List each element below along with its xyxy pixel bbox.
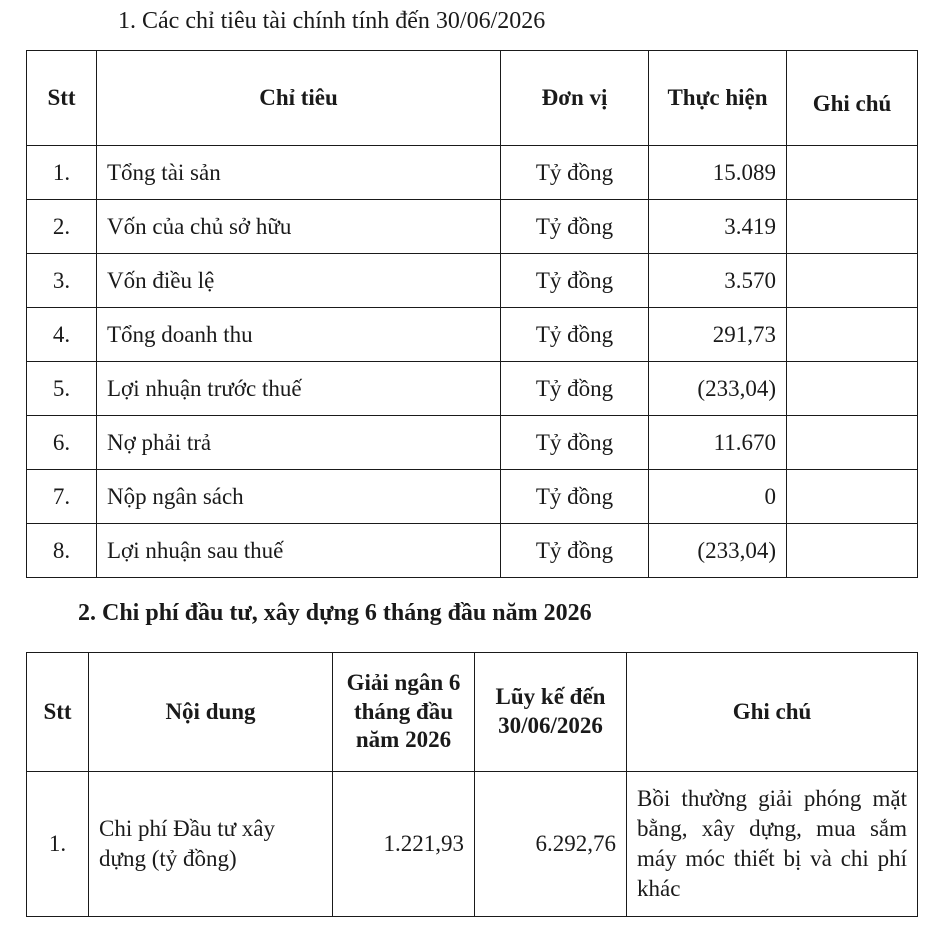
table-row [27,308,918,362]
financial-indicators-table [26,50,918,578]
cell-ghi-chu [787,362,918,416]
header-stt: Stt [27,653,89,772]
cell-ghi-chu [787,200,918,254]
cell-stt: 1. [27,146,97,200]
table-header-row [27,653,918,772]
cell-stt: 6. [27,416,97,470]
cell-don-vi: Tỷ đồng [501,200,649,254]
table-row [27,524,918,578]
header-giai-ngan: Giải ngân 6 tháng đầu năm 2026 [333,653,475,772]
cell-thuc-hien: 3.419 [649,200,787,254]
cell-chi-tieu: Nợ phải trả [97,416,501,470]
cell-stt: 8. [27,524,97,578]
cell-chi-tieu: Lợi nhuận trước thuế [97,362,501,416]
section1-title: 1. Các chỉ tiêu tài chính tính đến 30/06/2026 [118,8,546,34]
cell-stt: 4. [27,308,97,362]
header-don-vi: Đơn vị [501,51,649,146]
cell-chi-tieu: Tổng tài sản [97,146,501,200]
cell-chi-tieu: Tổng doanh thu [97,308,501,362]
table-row [27,416,918,470]
cell-stt: 5. [27,362,97,416]
cell-ghi-chu [787,470,918,524]
section2-title: 2. Chi phí đầu tư, xây dựng 6 tháng đầu năm 2026 [78,600,592,626]
table-row [27,362,918,416]
cell-don-vi: Tỷ đồng [501,470,649,524]
table-row [27,254,918,308]
header-ghi-chu: Ghi chú [627,653,918,772]
cell-ghi-chu [787,416,918,470]
cell-thuc-hien: 15.089 [649,146,787,200]
header-noi-dung: Nội dung [89,653,333,772]
table-row [27,200,918,254]
cell-stt: 1. [27,772,89,917]
cell-stt: 7. [27,470,97,524]
cell-don-vi: Tỷ đồng [501,254,649,308]
header-chi-tieu: Chỉ tiêu [97,51,501,146]
table-row [27,470,918,524]
cell-stt: 3. [27,254,97,308]
cell-thuc-hien: 11.670 [649,416,787,470]
cell-ghi-chu [787,254,918,308]
header-ghi-chu: Ghi chú [787,51,918,146]
table-row [27,772,918,917]
cell-ghi-chu [787,524,918,578]
cell-chi-tieu: Lợi nhuận sau thuế [97,524,501,578]
cell-noi-dung: Chi phí Đầu tư xây dựng (tỷ đồng) [89,772,333,917]
cell-stt: 2. [27,200,97,254]
cell-ghi-chu [787,308,918,362]
investment-cost-table [26,652,918,917]
cell-thuc-hien: 291,73 [649,308,787,362]
cell-chi-tieu: Nộp ngân sách [97,470,501,524]
cell-don-vi: Tỷ đồng [501,362,649,416]
table-row [27,146,918,200]
cell-chi-tieu: Vốn của chủ sở hữu [97,200,501,254]
cell-don-vi: Tỷ đồng [501,146,649,200]
cell-ghi-chu: Bồi thường giải phóng mặt bằng, xây dựng, mua sắm máy móc thiết bị và chi phí khác [627,772,918,917]
cell-thuc-hien: (233,04) [649,362,787,416]
header-thuc-hien: Thực hiện [649,51,787,146]
cell-don-vi: Tỷ đồng [501,308,649,362]
table-header-row [27,51,918,146]
cell-ghi-chu [787,146,918,200]
cell-don-vi: Tỷ đồng [501,524,649,578]
header-stt: Stt [27,51,97,146]
cell-luy-ke: 6.292,76 [475,772,627,917]
cell-thuc-hien: 3.570 [649,254,787,308]
header-luy-ke: Lũy kế đến 30/06/2026 [475,653,627,772]
cell-don-vi: Tỷ đồng [501,416,649,470]
cell-thuc-hien: (233,04) [649,524,787,578]
cell-thuc-hien: 0 [649,470,787,524]
cell-chi-tieu: Vốn điều lệ [97,254,501,308]
cell-giai-ngan: 1.221,93 [333,772,475,917]
